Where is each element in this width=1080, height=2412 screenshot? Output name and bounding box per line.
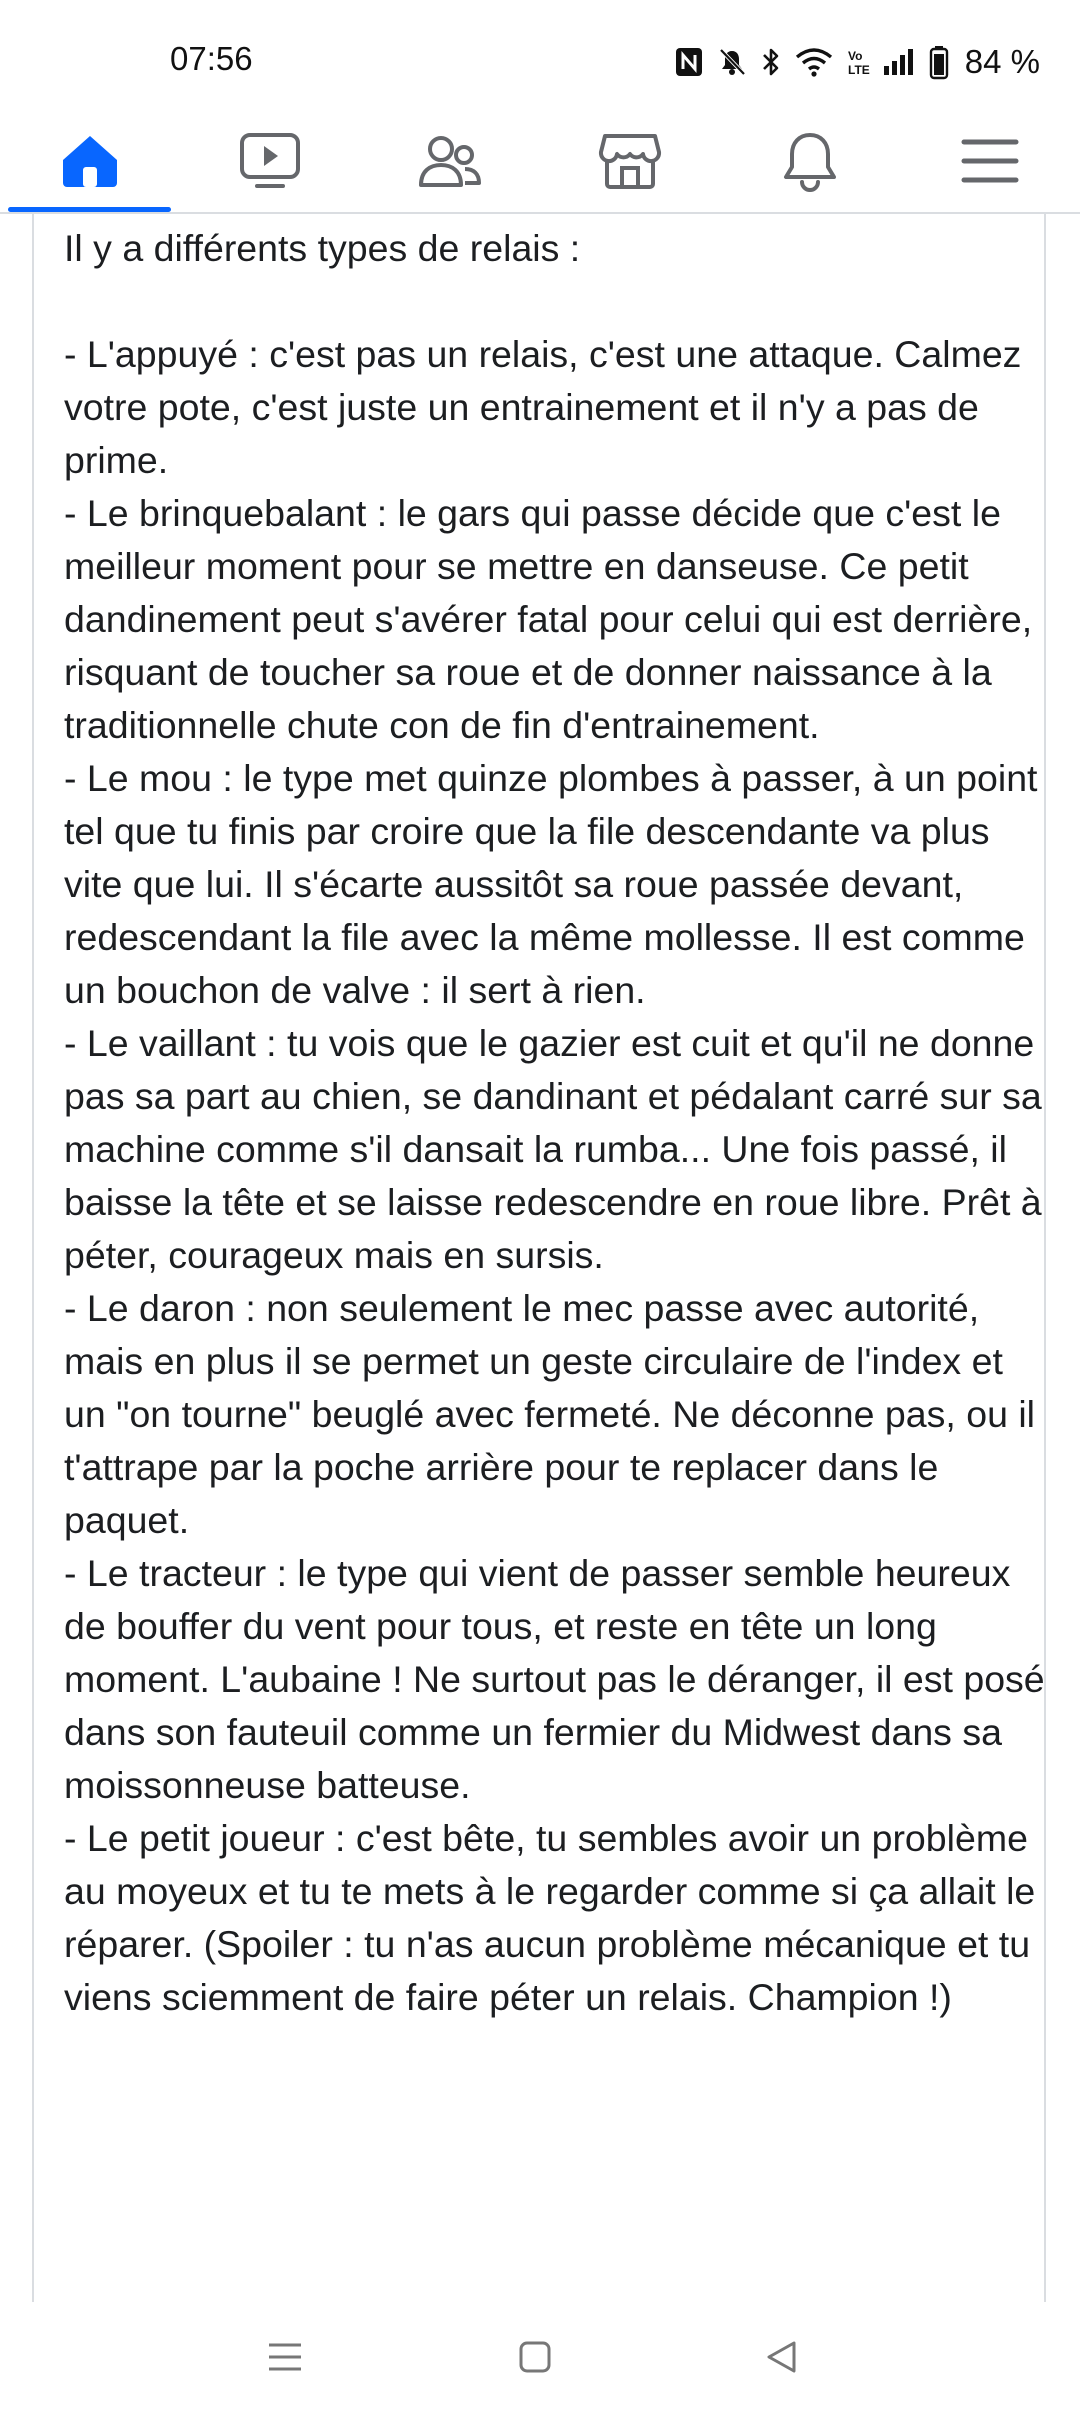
home-button[interactable] [500,2322,570,2392]
recent-apps-button[interactable] [250,2322,320,2392]
volte-icon [847,47,869,77]
tab-menu[interactable] [900,110,1080,212]
svg-text:LTE: LTE [847,63,870,77]
bluetooth-icon [761,46,781,78]
tab-marketplace[interactable] [540,110,720,212]
signal-icon [883,48,915,76]
bell-icon [781,131,839,191]
tab-video[interactable] [180,110,360,212]
marketplace-icon [599,132,661,190]
status-icons [675,38,1040,86]
svg-text:Vo: Vo [847,49,863,63]
home-button-icon [518,2340,552,2374]
tab-home[interactable] [0,110,180,212]
video-icon [239,132,301,190]
post-text: Il y a différents types de relais : - L'appuyé : c'est pas un relais, c'est une attaque. Calmez votre pote, c'est juste un entrainement et il n'y a pas de prime. - Le brinquebalant : le gars qui passe décide que c'est le meilleur moment pour se mettre en danseuse. Ce petit dandinement peut s'avérer fatal pour celui qui est derrière, risquant de toucher sa roue et de donner naissance à la traditionnelle chute con de fin d'entrainement. - Le mou : le type met quinze plombes à passer, à un point tel que tu finis par croire que la file descendante va plus vite que lui. Il s'écarte aussitôt sa roue passée devant, redescendant la file avec la même mollesse. Il est comme un bouchon de valve : il sert à rien. - Le vaillant : tu vois que le gazier est cuit et qu'il ne donne pas sa part au chien, se dandinant et pédalant carré sur sa machine comme s'il dansait la rumba... Une fois passé, il baisse la tête et se laisse redescendre en roue libre. Prêt à péter, courageux mais en sursis. - Le daron : non seulement le mec passe avec autorité, mais en plus il se permet un geste circulaire de l'index et un "on tourne" beuglé avec fermeté. Ne déconne pas, ou il t'attrape par la poche arrière pour te replacer dans le paquet. - Le tracteur : le type qui vient de passer semble heureux de bouffer du vent pour tous, et reste en tête un long moment. L'aubaine ! Ne surtout pas le déranger, il est posé dans son fauteuil comme un fermier du Midwest dans sa moissonneuse batteuse. - Le petit joueur : c'est bête, tu sembles avoir un problème au moyeux et tu te mets à le regarder comme si ça allait le réparer. (Spoiler : tu n'as aucun problème mécanique et tu viens sciemment de faire péter un relais. Champion !) [64,227,1045,2018]
battery-percent: 84 % [964,43,1040,80]
back-icon [765,2340,797,2374]
friends-icon [417,133,483,189]
menu-icon [961,137,1019,185]
back-button[interactable] [746,2322,816,2392]
status-time: 07:56 [170,40,253,77]
tab-notifications[interactable] [720,110,900,212]
recent-apps-icon [267,2342,303,2372]
wifi-icon [795,47,833,77]
mute-icon [717,47,747,77]
tab-friends[interactable] [360,110,540,212]
battery-icon [929,45,949,79]
top-nav-bar [0,110,1080,214]
post-card [32,212,1046,2302]
nfc-icon [675,47,703,77]
status-bar [0,0,1080,110]
system-nav-bar [0,2302,1080,2412]
home-icon [59,133,121,189]
